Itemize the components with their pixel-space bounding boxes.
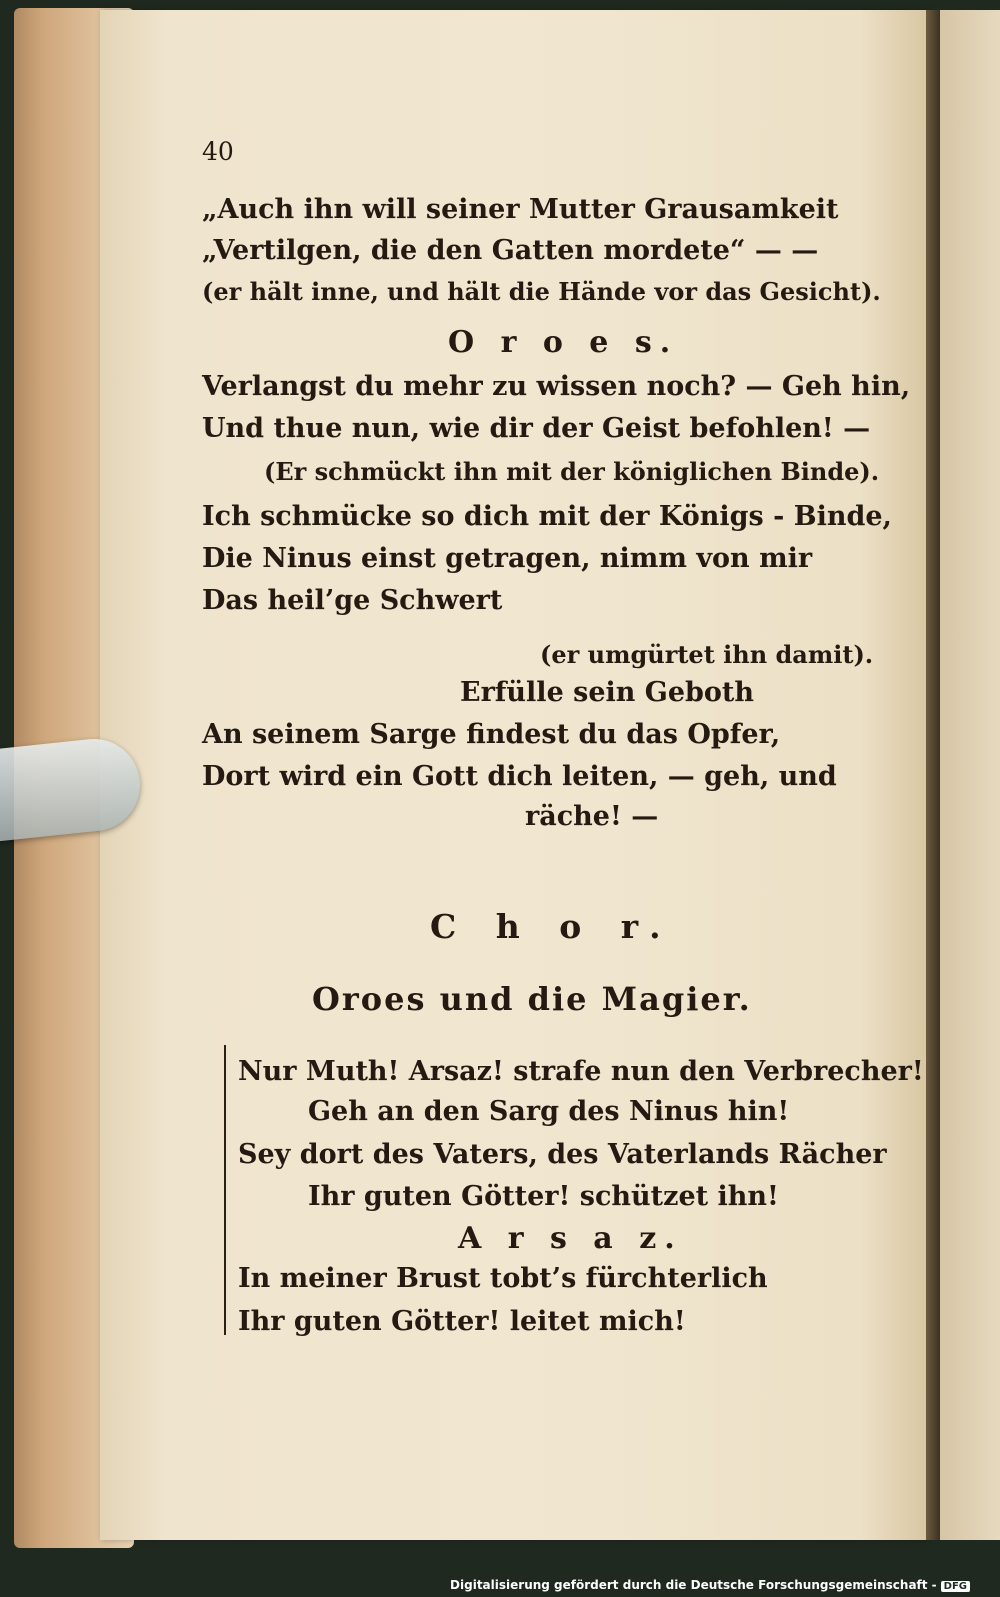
page-number: 40 — [202, 137, 234, 166]
chorus-brace — [224, 1045, 240, 1335]
chorus-heading: C h o r. — [430, 907, 675, 946]
text-line: In meiner Brust tobt’s fürchterlich — [238, 1263, 768, 1294]
text-line: Dort wird ein Gott dich leiten, — geh, und — [202, 761, 837, 792]
book-gutter — [926, 10, 940, 1540]
footer-credit — [450, 1578, 970, 1592]
dfg-logo: DFG — [941, 1581, 970, 1592]
text-line: An seinem Sarge findest du das Opfer, — [202, 719, 781, 750]
text-line: Erfülle sein Geboth — [460, 677, 755, 708]
speaker-heading: O r o e s. — [448, 325, 679, 360]
text-line: „Auch ihn will seiner Mutter Grausamkeit — [202, 194, 839, 225]
facing-page-edge — [940, 10, 1000, 1540]
speaker-heading: A r s a z. — [458, 1221, 683, 1256]
text-line: Verlangst du mehr zu wissen noch? — Geh hin, — [202, 371, 911, 402]
footer-credit-text: Digitalisierung gefördert durch die Deutsche Forschungsgemeinschaft - — [450, 1578, 937, 1592]
speaker-heading: Oroes und die Magier. — [312, 980, 752, 1018]
text-line: Das heil’ge Schwert — [202, 585, 503, 616]
text-line: Sey dort des Vaters, des Vaterlands Rächer — [238, 1139, 887, 1170]
text-line: Ihr guten Götter! schützet ihn! — [308, 1181, 779, 1212]
text-line: Und thue nun, wie dir der Geist befohlen! — — [202, 413, 871, 444]
stage-direction: (Er schmückt ihn mit der königlichen Binde). — [264, 457, 880, 486]
stage-direction: (er umgürtet ihn damit). — [540, 640, 874, 669]
text-line: Die Ninus einst getragen, nimm von mir — [202, 543, 813, 574]
text-line: Geh an den Sarg des Ninus hin! — [308, 1096, 790, 1127]
stage-direction: (er hält inne, und hält die Hände vor das Gesicht). — [202, 277, 881, 306]
text-line: „Vertilgen, die den Gatten mordete“ — — — [202, 235, 819, 266]
text-line: Nur Muth! Arsaz! strafe nun den Verbrecher! — [238, 1056, 924, 1087]
text-line: Ihr guten Götter! leitet mich! — [238, 1306, 686, 1337]
text-line: räche! — — [525, 801, 659, 832]
text-line: Ich schmücke so dich mit der Königs - Binde, — [202, 501, 892, 532]
